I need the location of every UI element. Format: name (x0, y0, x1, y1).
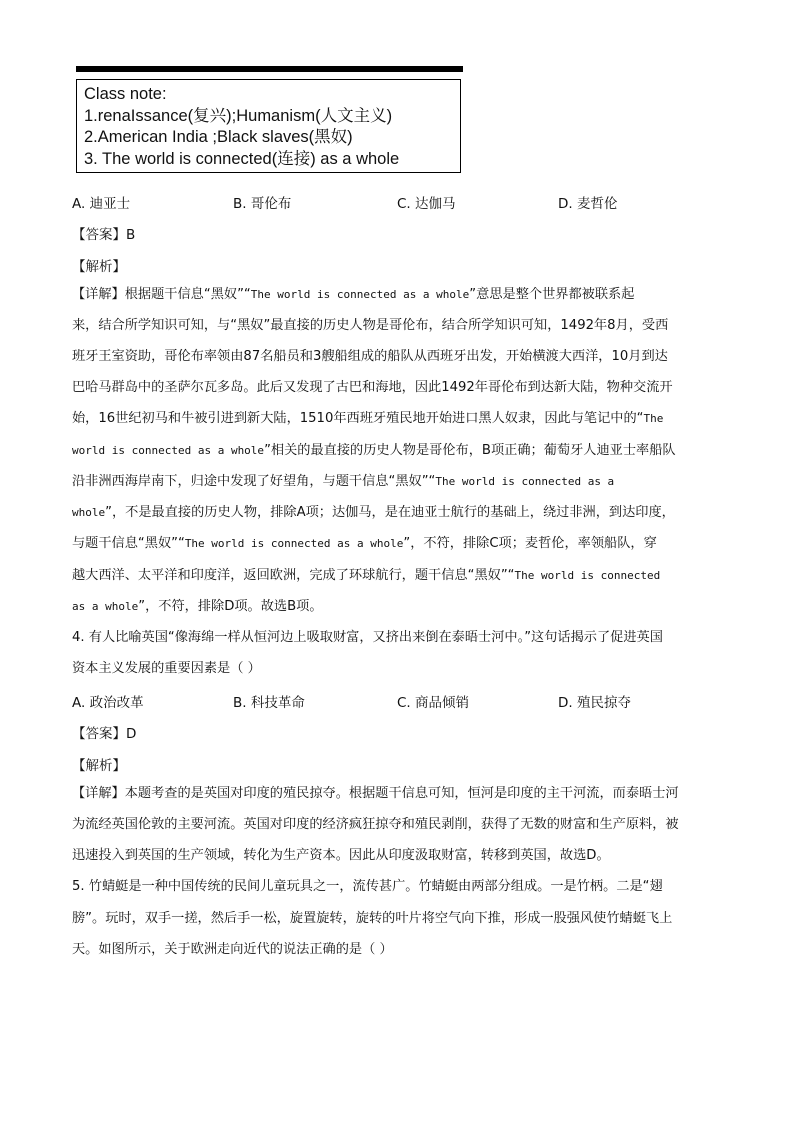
q3-detail-line: 【详解】根据题干信息“黑奴”“The world is connected as a whole”意思是整个世界都被联系起 (72, 287, 635, 302)
class-note-title: Class note: (84, 85, 167, 103)
q3-answer: 【答案】B (72, 227, 136, 243)
q3-analysis-heading: 【解析】 (72, 259, 126, 275)
note-top-bar (76, 66, 463, 72)
q3-option-b: B. 哥伦布 (233, 196, 292, 212)
q4-detail-line: 【详解】本题考查的是英国对印度的殖民掠夺。根据题干信息可知，恒河是印度的主干河流，而泰晤士河 (72, 786, 679, 801)
class-note-box (76, 79, 461, 173)
q4-analysis-heading: 【解析】 (72, 758, 126, 774)
q4-option-a: A. 政治改革 (72, 695, 144, 711)
q4-option-c: C. 商品倾销 (397, 695, 470, 711)
q3-detail-line: as a whole”，不符，排除D项。故选B项。 (72, 599, 323, 614)
class-note-line-2: 2.American India ;Black slaves(黑奴) (84, 128, 353, 146)
q3-detail-line: world is connected as a whole”相关的最直接的历史人物是哥伦布，B项正确；葡萄牙人迪亚士率船队 (72, 443, 676, 458)
q4-option-b: B. 科技革命 (233, 695, 305, 711)
q3-option-c: C. 达伽马 (397, 196, 456, 212)
q3-detail-line: 越大西洋、太平洋和印度洋，返回欧洲，完成了环球航行，题干信息“黑奴”“The world is connected (72, 568, 661, 583)
class-note-line-3: 3. The world is connected(连接) as a whole (84, 149, 400, 168)
q4-detail-line: 迅速投入到英国的生产领域，转化为生产资本。因此从印度汲取财富，转移到英国，故选D。 (72, 848, 610, 863)
q3-option-a: A. 迪亚士 (72, 196, 131, 212)
q5-stem-line: 膀”。玩时，双手一搓，然后手一松，旋置旋转，旋转的叶片将空气向下推，形成一股强风使竹蜻蜓飞上 (72, 911, 673, 926)
q4-stem-line: 资本主义发展的重要因素是（ ） (72, 661, 261, 676)
q4-stem-line: 4. 有人比喻英国“像海绵一样从恒河边上吸取财富，又挤出来倒在泰晤士河中。”这句话揭示了促进英国 (72, 630, 663, 645)
q3-detail-line: 班牙王室资助，哥伦布率领由87名船员和3艘船组成的船队从西班牙出发，开始横渡大西洋，10月到达 (72, 349, 668, 364)
q3-option-d: D. 麦哲伦 (558, 196, 618, 212)
q5-stem-line: 天。如图所示，关于欧洲走向近代的说法正确的是（ ） (72, 942, 393, 957)
q4-option-d: D. 殖民掠夺 (558, 695, 631, 711)
q4-answer: 【答案】D (72, 726, 137, 742)
class-note-line-1: 1.renaIssance(复兴);Humanism(人文主义) (84, 106, 393, 125)
q3-detail-line: 来，结合所学知识可知，与“黑奴”最直接的历史人物是哥伦布，结合所学知识可知，1492年8月，受西 (72, 318, 669, 333)
q4-detail-line: 为流经英国伦敦的主要河流。英国对印度的经济疯狂掠夺和殖民剥削，获得了无数的财富和生产原料，被 (72, 817, 679, 832)
q3-detail-line: whole”，不是最直接的历史人物，排除A项；达伽马，是在迪亚士航行的基础上，绕过非洲，到达印度， (72, 505, 675, 520)
q3-detail-line: 与题干信息“黑奴”“The world is connected as a whole”，不符，排除C项；麦哲伦，率领船队，穿 (72, 536, 657, 551)
q3-detail-line: 巴哈马群岛中的圣萨尔瓦多岛。此后又发现了古巴和海地，因此1492年哥伦布到达新大陆，物种交流开 (72, 380, 673, 395)
q5-stem-line: 5. 竹蜻蜓是一种中国传统的民间儿童玩具之一，流传甚广。竹蜻蜓由两部分组成。一是竹柄。二是“翅 (72, 879, 663, 894)
q3-detail-line: 沿非洲西海岸南下，归途中发现了好望角，与题干信息“黑奴”“The world is connected as a (72, 474, 615, 489)
q3-detail-line: 始，16世纪初马和牛被引进到新大陆，1510年西班牙殖民地开始进口黑人奴隶，因此与笔记中的“The (72, 411, 664, 426)
